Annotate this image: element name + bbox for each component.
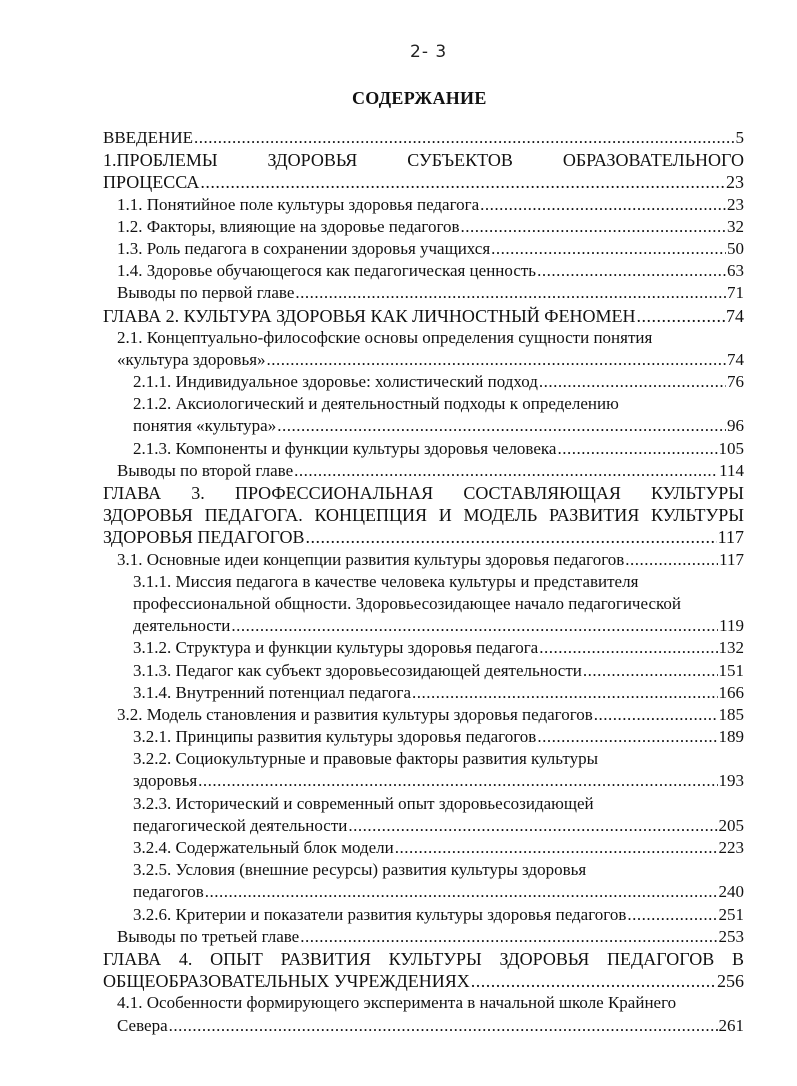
toc-entry: педагогической деятельности ..... 205 [103,815,744,837]
toc-entry: 4.1. Особенности формирующего эксперимента в начальной школе Крайнего [117,993,677,1013]
toc-entry: ГЛАВА 3. ПРОФЕССИОНАЛЬНАЯ СОСТАВЛЯЮЩАЯ КУЛЬТУРЫ [103,483,744,503]
toc-entry: деятельности ..... 119 [103,615,744,637]
toc-entry: 2.1.3. Компоненты и функции культуры здоровья человека ..... 105 [103,438,744,460]
toc-entry: 3.1.4. Внутренний потенциал педагога ..... 166 [103,682,744,704]
toc-entry: 3.2.3. Исторический и современный опыт здоровьесозидающей [133,793,594,813]
toc-entry: 3.2.6. Критерии и показатели развития культуры здоровья педагогов ..... 251 [103,904,744,926]
toc-entry: 2.1.2. Аксиологический и деятельностный подходы к определению [133,394,619,414]
toc-entry: ВВЕДЕНИЕ ..... 5 [103,127,744,149]
toc-entry: здоровья ..... 193 [103,770,744,792]
toc-entry: ГЛАВА 2. КУЛЬТУРА ЗДОРОВЬЯ КАК ЛИЧНОСТНЫЙ ФЕНОМЕН ..... 74 [103,305,744,327]
toc-entry: профессиональной общности. Здоровьесозидающее начало педагогической [133,593,681,613]
page-title: СОДЕРЖАНИЕ [352,88,487,108]
handwritten-page-number: 2- 3 [410,42,448,62]
toc-entry: 3.1. Основные идеи концепции развития культуры здоровья педагогов ..... 117 [103,549,744,571]
toc-entry: 3.1.3. Педагог как субъект здоровьесозидающей деятельности ..... 151 [103,660,744,682]
toc-entry: Севера ..... 261 [103,1015,744,1037]
toc-entry: Выводы по второй главе ..... 114 [103,460,744,482]
toc-entry: 3.2.2. Социокультурные и правовые факторы развития культуры [133,749,599,769]
toc-entry: 1.2. Факторы, влияющие на здоровье педагогов ..... 32 [103,216,744,238]
toc-entry: 2.1.1. Индивидуальное здоровье: холистический подход ..... 76 [103,371,744,393]
toc-entry: 3.1.1. Миссия педагога в качестве человека культуры и представителя [133,571,639,591]
toc-entry: 1.3. Роль педагога в сохранении здоровья учащихся ..... 50 [103,238,744,260]
toc-entry: 3.2.5. Условия (внешние ресурсы) развития культуры здоровья [133,860,587,880]
toc-entry: ЗДОРОВЬЯ ПЕДАГОГОВ ..... 117 [103,526,744,548]
toc-entry: ПРОЦЕССА ..... 23 [103,171,744,193]
toc-entry: 3.2.4. Содержательный блок модели ..... 223 [103,837,744,859]
toc-entry: 2.1. Концептуально-философские основы определения сущности понятия [117,327,653,347]
table-of-contents [103,127,744,1037]
toc-entry: 1.ПРОБЛЕМЫ ЗДОРОВЬЯ СУБЪЕКТОВ ОБРАЗОВАТЕЛЬНОГО [103,150,744,171]
toc-entry: понятия «культура» ..... 96 [103,415,744,437]
toc-entry: ОБЩЕОБРАЗОВАТЕЛЬНЫХ УЧРЕЖДЕНИЯХ ..... 256 [103,970,744,992]
toc-entry: ГЛАВА 4. ОПЫТ РАЗВИТИЯ КУЛЬТУРЫ ЗДОРОВЬЯ ПЕДАГОГОВ В [103,948,744,969]
toc-entry: Выводы по первой главе ..... 71 [103,282,744,304]
toc-entry: Выводы по третьей главе ..... 253 [103,926,744,948]
toc-entry: 3.2. Модель становления и развития культуры здоровья педагогов ..... 185 [103,704,744,726]
toc-entry: ЗДОРОВЬЯ ПЕДАГОГА. КОНЦЕПЦИЯ И МОДЕЛЬ РАЗВИТИЯ КУЛЬТУРЫ [103,505,744,526]
toc-entry: 3.2.1. Принципы развития культуры здоровья педагогов ..... 189 [103,726,744,748]
toc-entry: 1.4. Здоровье обучающегося как педагогическая ценность ..... 63 [103,260,744,282]
toc-entry: «культура здоровья» ..... 74 [103,349,744,371]
toc-entry: педагогов ..... 240 [103,881,744,903]
toc-entry: 3.1.2. Структура и функции культуры здоровья педагога ..... 132 [103,637,744,659]
toc-entry: 1.1. Понятийное поле культуры здоровья педагога ..... 23 [103,194,744,216]
